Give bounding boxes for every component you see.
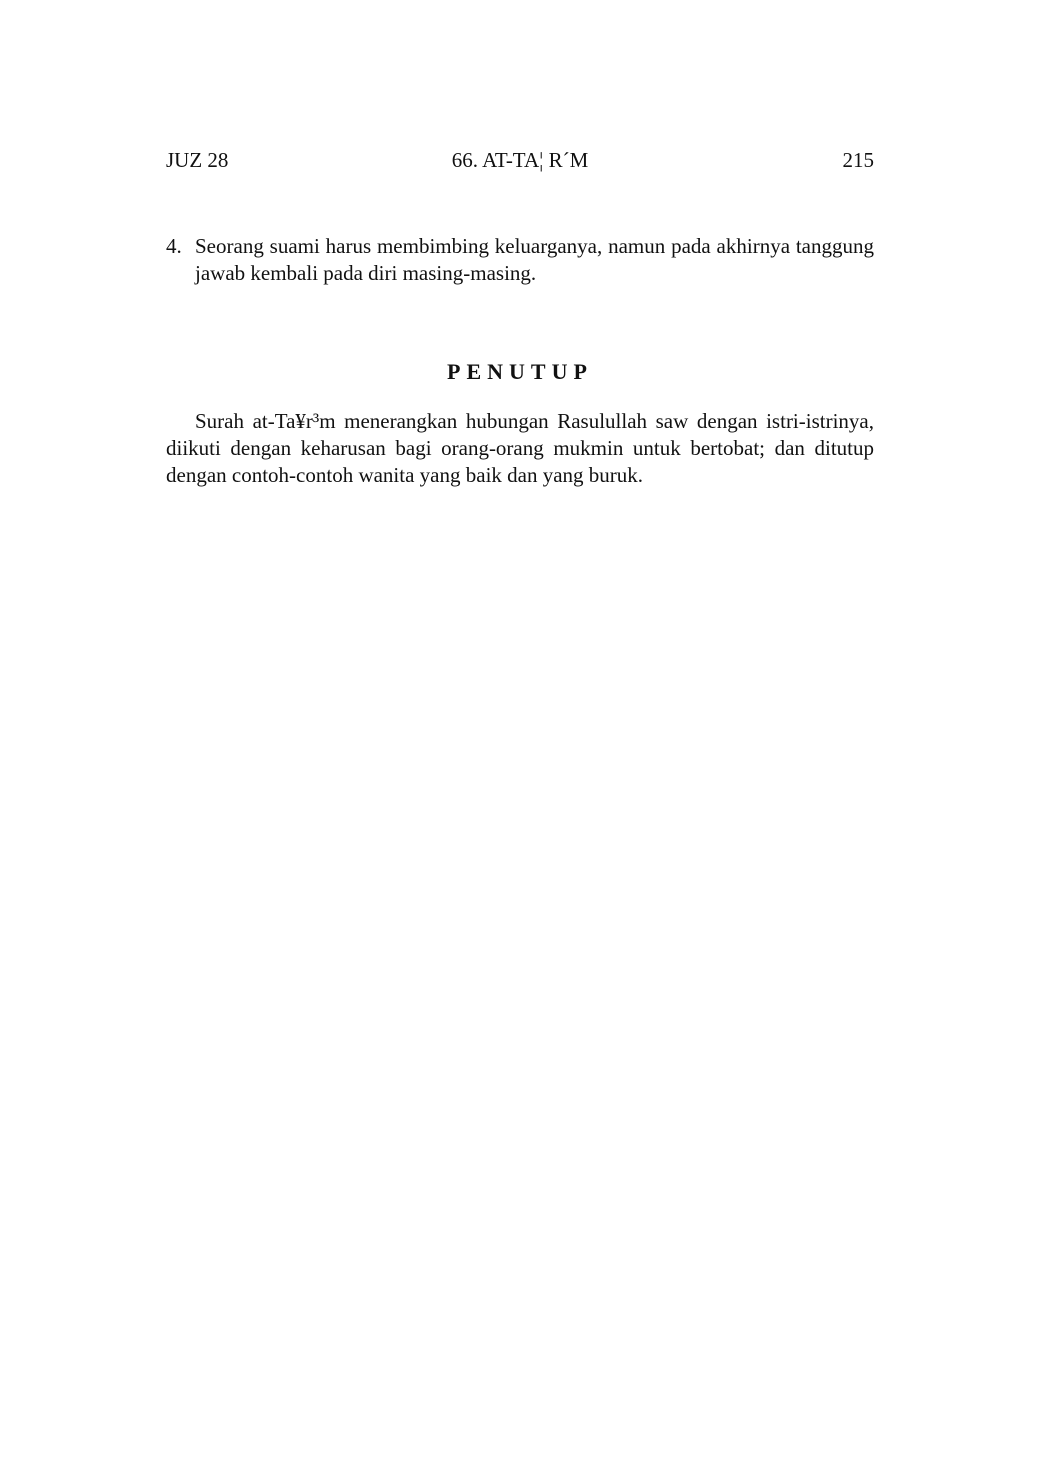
list-item bbox=[166, 233, 874, 287]
closing-paragraph: Surah at-Ta¥r³m menerangkan hubungan Rasulullah saw dengan istri-istrinya, diikuti dengan keharusan bagi orang-orang mukmin untuk bertobat; dan ditutup dengan contoh-contoh wanita yang baik dan yang buruk. bbox=[166, 409, 874, 487]
running-header bbox=[166, 145, 874, 175]
list-item-text: Seorang suami harus membimbing keluarganya, namun pada akhirnya tanggung jawab kembali pada diri masing-masing. bbox=[195, 234, 874, 285]
page-number: 215 bbox=[842, 148, 874, 172]
section-heading: PENUTUP bbox=[447, 359, 593, 384]
juz-label: JUZ 28 bbox=[166, 148, 229, 172]
list-item-number: 4. bbox=[166, 234, 182, 258]
surah-title: 66. AT-TA¦ R´M bbox=[451, 148, 589, 172]
